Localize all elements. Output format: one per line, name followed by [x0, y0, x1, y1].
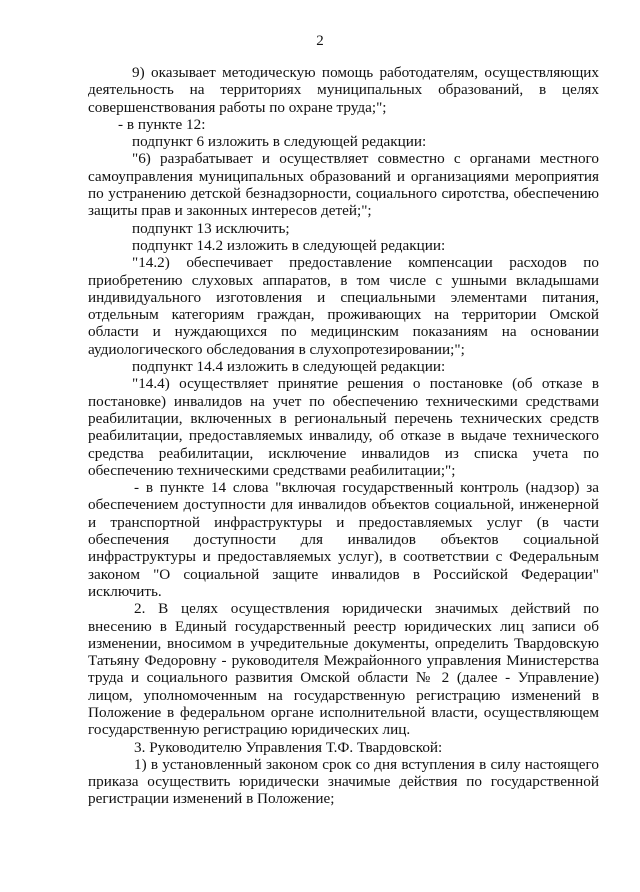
paragraph-subpoint-6-heading: подпункт 6 изложить в следующей редакции:: [132, 133, 427, 151]
paragraph-subpoint-14-2-text: "14.2) обеспечивает предоставление компенсации расходов по приобретению слуховых аппаратов, в том числе с ушными вкладышами индивидуального изготовления и специальными элементами питания, отдельным категориям граждан, проживающих на территории Омской области и нуждающихся по медицинским показаниям на основании аудиологического обследования в слухопротезировании;";: [88, 254, 599, 358]
paragraph-subpoint-14-4-heading: подпункт 14.4 изложить в следующей редакции:: [132, 358, 446, 376]
paragraph-subpoint-14-4-text: "14.4) осуществляет принятие решения о постановке (об отказе в постановке) инвалидов на учет по обеспечению техническими средствами реабилитации, включенных в региональный перечень технических средств реабилитации, предоставляемых инвалиду, об отказе в выдаче технического средства реабилитации, исключение инвалидов из списка учета по обеспечению техническими средствами реабилитации;";: [88, 375, 599, 479]
paragraph-item-9: 9) оказывает методическую помощь работодателям, осуществляющих деятельность на территориях муниципальных образований, в целях совершенствования работы по охране труда;";: [88, 64, 599, 116]
paragraph-subpoint-14-2-heading: подпункт 14.2 изложить в следующей редакции:: [132, 236, 446, 254]
paragraph-section-3: 3. Руководителю Управления Т.Ф. Твардовской:: [134, 738, 443, 756]
paragraph-section-2: 2. В целях осуществления юридически значимых действий по внесению в Единый государственный реестр юридических лиц записи об изменении, вносимом в учредительные документы, определить Твардовскую Татьяну Федоровну - руководителя Межрайонного управления Министерства труда и социального развития Омской области № 2 (далее - Управление) лицом, уполномоченным на государственную регистрацию изменений в Положение в федеральном органе исполнительной власти, осуществляющем государственную регистрацию юридических лиц.: [88, 600, 599, 739]
document-body: [88, 64, 599, 808]
paragraph-section-3-item-1: 1) в установленный законом срок со дня вступления в силу настоящего приказа осуществить юридически значимые действия по государственной регистрации изменений в Положение;: [88, 755, 599, 808]
paragraph-subpoint-13-exclude: подпункт 13 исключить;: [132, 219, 290, 237]
paragraph-subpoint-6-text: "6) разрабатывает и осуществляет совместно с органами местного самоуправления муниципальных образований и организациями мероприятия по устранению детской безнадзорности, социального сиротства, обеспечению защиты прав и законных интересов детей;";: [88, 150, 599, 220]
paragraph-point-12-intro: - в пункте 12:: [118, 115, 206, 133]
paragraph-point-14-words: - в пункте 14 слова "включая государственный контроль (надзор) за обеспечением доступности для инвалидов объектов социальной, инженерной и транспортной инфраструктуры и предоставляемых услуг (в части обеспечения доступности для инвалидов объектов социальной инфраструктуры и предоставляемых услуг), в соответствии с Федеральным законом "О социальной защите инвалидов в Российской Федерации" исключить.: [88, 479, 599, 600]
page-number: 2: [316, 33, 324, 49]
